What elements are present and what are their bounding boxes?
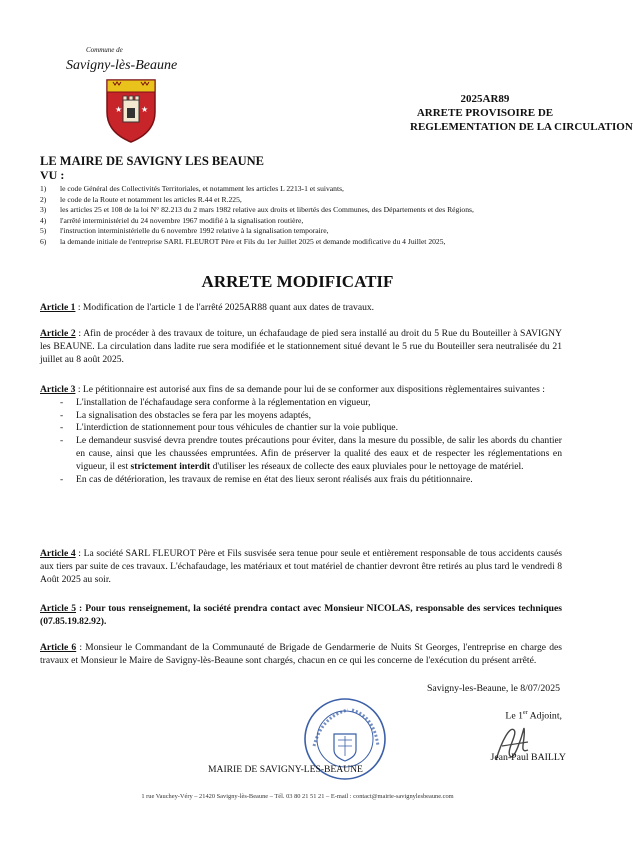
article-5-label: Article 5	[40, 603, 77, 614]
list-item: 1) le code Général des Collectivités Territoriales, et notamment les articles L 2213-1 et suivants,	[40, 184, 344, 193]
svg-text:★: ★	[115, 105, 123, 114]
article-5	[40, 603, 562, 629]
article-2-label: Article 2	[40, 328, 76, 339]
list-item: 2) le code de la Route et notamment les articles R.44 et R.225,	[40, 194, 242, 204]
vu-list	[40, 184, 560, 247]
list-item: - En cas de détérioration, les travaux de remise en état des lieux seront réalisés aux frais du pétitionnaire.	[40, 474, 562, 487]
mairie-line: MAIRIE DE SAVIGNY-LES-BEAUNE	[208, 764, 363, 775]
article-4-text: : La société SARL FLEUROT Père et Fils susvisée sera tenue pour seule et entièrement responsable de tous accidents causés aux tiers par suite de ces travaux. L'échafaudage, les matériaux et tout matériel de chantier devront être retirés au plus tard le vendredi 8 Août 2025 au soir.	[40, 548, 562, 585]
article-1-label: Article 1	[40, 302, 76, 313]
list-item: - L'installation de l'échafaudage sera conforme à la réglementation en vigueur,	[40, 397, 562, 410]
commune-name: Savigny-lès-Beaune	[66, 58, 178, 73]
svg-text:★: ★	[141, 105, 149, 114]
footer-address: 1 rue Vauchey-Véry – 21420 Savigny-lès-Beaune – Tél. 03 80 21 51 21 – E-mail : contact@mairie-savignylesbeaune.com	[141, 793, 454, 800]
list-item: 3) les articles 25 et 108 de la loi N° 82.213 du 2 mars 1982 relative aux droits et libertés des Communes, des Départements et des Régions,	[40, 205, 474, 214]
article-6-text: : Monsieur le Commandant de la Communauté de Brigade de Gendarmerie de Nuits St Georges, l'entreprise en charge des travaux et Monsieur le Maire de Savigny-lès-Beaune sont chargés, chacun en ce qui les concerne de l'exécution du présent arrêté.	[40, 642, 562, 666]
article-3-bullets	[40, 397, 562, 487]
mayor-title: LE MAIRE DE SAVIGNY LES BEAUNE	[40, 154, 265, 168]
list-item: 5) l'instruction interministérielle du 6 novembre 1992 relative à la signalisation temporaire,	[40, 226, 329, 235]
article-6-label: Article 6	[40, 642, 77, 653]
article-3-text: : Le pétitionnaire est autorisé aux fins de sa demande pour lui de se conformer aux dispositions règlementaires suivantes :	[75, 384, 545, 395]
decree-reference	[410, 92, 633, 134]
list-item: - Le demandeur susvisé devra prendre toutes précautions pour éviter, dans la mesure du possible, de salir les abords du chantier en cause, ainsi que les chaussées empruntées. Afin de préserver la qualité des eaux et de respecter les réglementations en vigueur, il est strictement interdit d'utiliser les réseaux de collecte des eaux pluviales pour le nettoyage de matériel.	[40, 435, 562, 473]
place-date: Savigny-les-Beaune, le 8/07/2025	[426, 683, 560, 694]
article-2-text: : Afin de procéder à des travaux de toiture, un échafaudage de pied sera installé au droit du 5 Rue du Bouteiller à SAVIGNY les BEAUNE. La circulation dans ladite rue sera modifiée et le stationnement situé devant le 5 rue du Bouteiller sera neutralisée du 21 juillet au 8 août 2025.	[40, 328, 562, 365]
article-6	[40, 642, 562, 668]
article-3-label: Article 3	[40, 384, 76, 395]
article-1-text: : Modification de l'article 1 de l'arrêté 2025AR88 quant aux dates de travaux.	[75, 302, 375, 313]
list-item: - La signalisation des obstacles se fera par les moyens adaptés,	[40, 410, 562, 423]
commune-label: Commune de	[86, 46, 123, 54]
decree-title-line1: ARRETE PROVISOIRE DE	[416, 107, 554, 119]
list-item: 4) l'arrêté interministériel du 24 novembre 1967 modifié à la signalisation routière,	[40, 215, 304, 225]
signer-name: Jean-Paul BAILLY	[490, 752, 566, 763]
article-2	[40, 328, 562, 366]
decree-title-line2: REGLEMENTATION DE LA CIRCULATION	[410, 121, 633, 133]
decree-number: 2025AR89	[460, 93, 510, 105]
article-4-label: Article 4	[40, 548, 76, 559]
article-4	[40, 548, 562, 586]
signer-role: Le 1er Adjoint,	[505, 710, 562, 722]
article-5-text: : Pour tous renseignement, la société prendra contact avec Monsieur NICOLAS, responsable des services techniques (07.85.19.82.92).	[40, 603, 562, 627]
list-item: 6) la demande initiale de l'entreprise SARL FLEUROT Père et Fils du 1er Juillet 2025 et demande modificative du 4 Juillet 2025,	[40, 236, 446, 246]
article-1	[40, 302, 562, 315]
vu-label: VU :	[40, 168, 65, 182]
page-title: ARRETE MODIFICATIF	[201, 272, 394, 291]
article-3	[40, 384, 562, 486]
coat-of-arms-icon	[103, 78, 159, 144]
list-item: - L'interdiction de stationnement pour tous véhicules de chantier sur la voie publique.	[40, 422, 562, 435]
